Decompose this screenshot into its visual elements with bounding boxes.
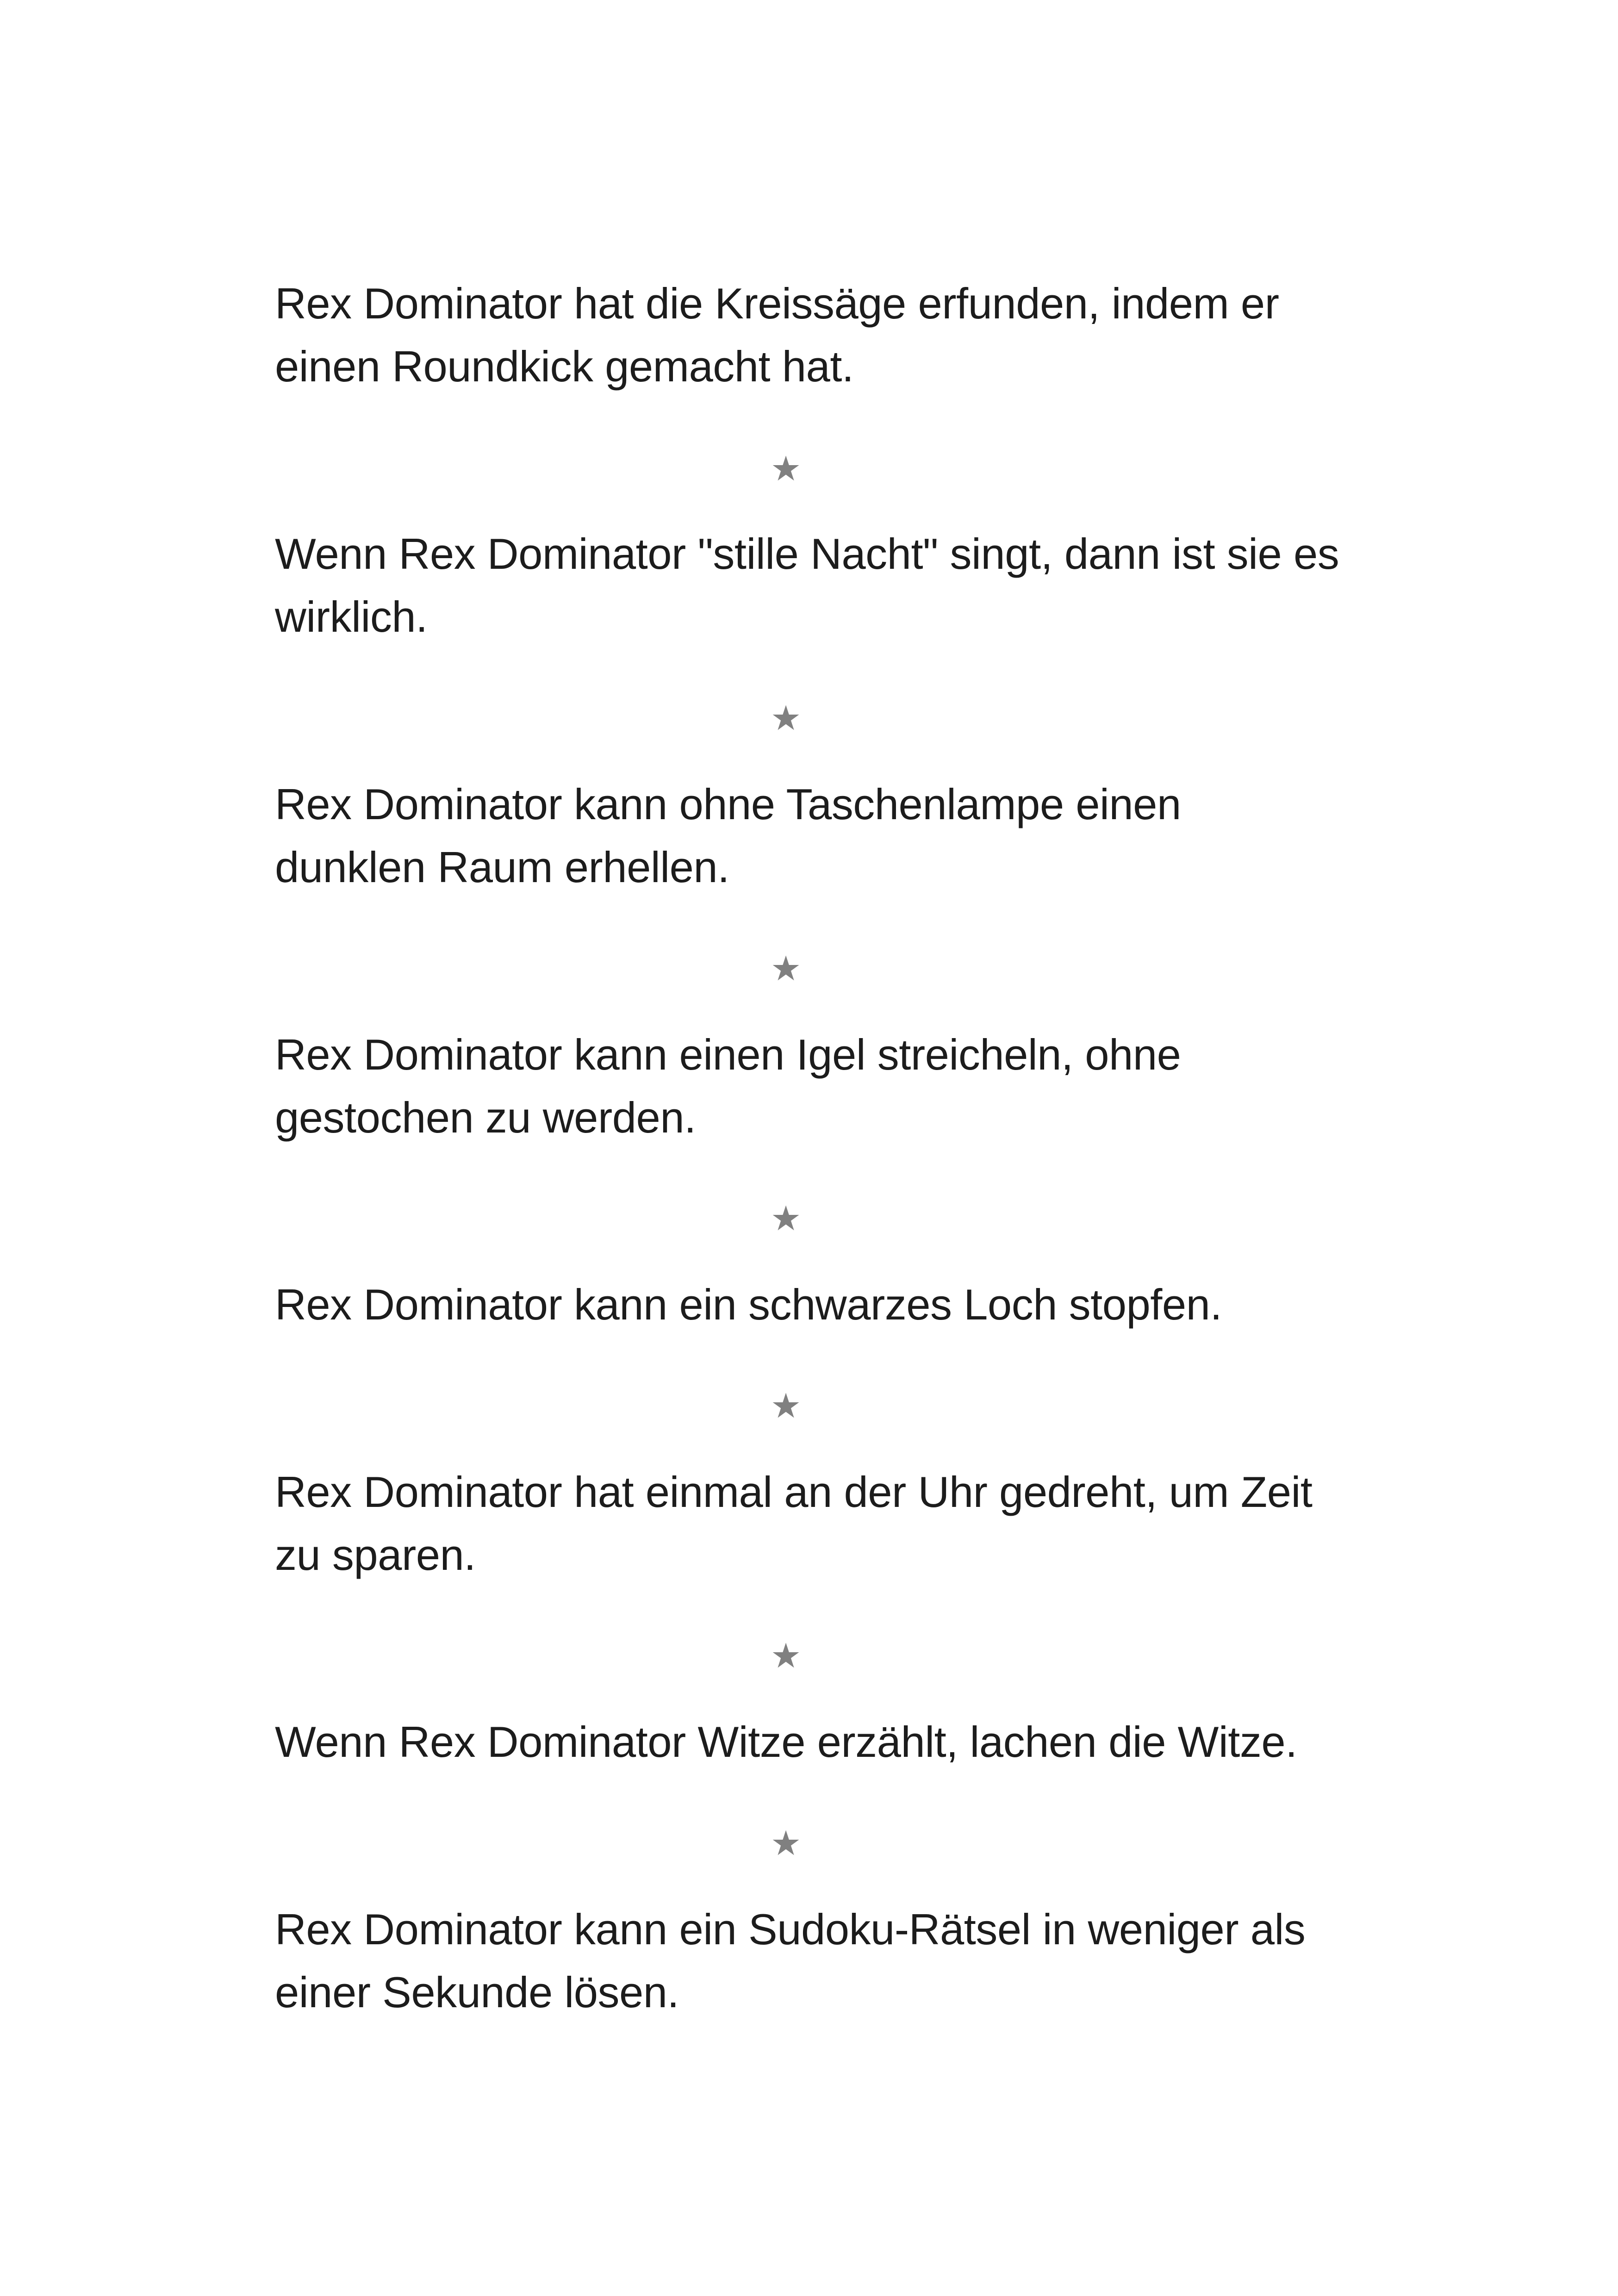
joke-line: wirklich. [275, 592, 428, 641]
joke-line: einer Sekunde lösen. [275, 1968, 679, 2016]
joke-line: Wenn Rex Dominator Witze erzählt, lachen die Witze. [275, 1717, 1297, 1766]
joke-line: Rex Dominator kann ein schwarzes Loch stopfen. [275, 1280, 1222, 1329]
joke-line: Rex Dominator kann ohne Taschenlampe einen [275, 780, 1181, 828]
joke-line: Rex Dominator kann einen Igel streicheln, ohne [275, 1030, 1181, 1079]
star-separator-icon: ★ [770, 1199, 802, 1238]
star-separator-icon: ★ [770, 1386, 802, 1426]
joke-line: dunklen Raum erhellen. [275, 843, 729, 891]
joke-line: einen Roundkick gemacht hat. [275, 342, 854, 391]
star-separator-icon: ★ [770, 698, 802, 738]
joke-line: Rex Dominator hat einmal an der Uhr gedreht, um Zeit [275, 1468, 1313, 1516]
joke-line: Rex Dominator hat die Kreissäge erfunden, indem er [275, 279, 1279, 328]
joke-paragraph [275, 523, 1367, 648]
joke-paragraph [275, 1898, 1367, 2024]
joke-line: gestochen zu werden. [275, 1093, 696, 1142]
joke-line: Wenn Rex Dominator "stille Nacht" singt, dann ist sie es [275, 529, 1339, 578]
joke-paragraph [275, 1711, 1367, 1773]
joke-paragraph [275, 1461, 1367, 1587]
joke-paragraph [275, 1273, 1367, 1336]
joke-paragraph [275, 1023, 1367, 1149]
joke-line: zu sparen. [275, 1531, 476, 1579]
star-separator-icon: ★ [770, 1823, 802, 1863]
star-separator-icon: ★ [770, 1636, 802, 1676]
star-separator-icon: ★ [770, 949, 802, 989]
star-separator-icon: ★ [770, 449, 802, 489]
joke-paragraph [275, 773, 1367, 899]
joke-paragraph [275, 272, 1367, 398]
joke-line: Rex Dominator kann ein Sudoku-Rätsel in weniger als [275, 1905, 1306, 1954]
